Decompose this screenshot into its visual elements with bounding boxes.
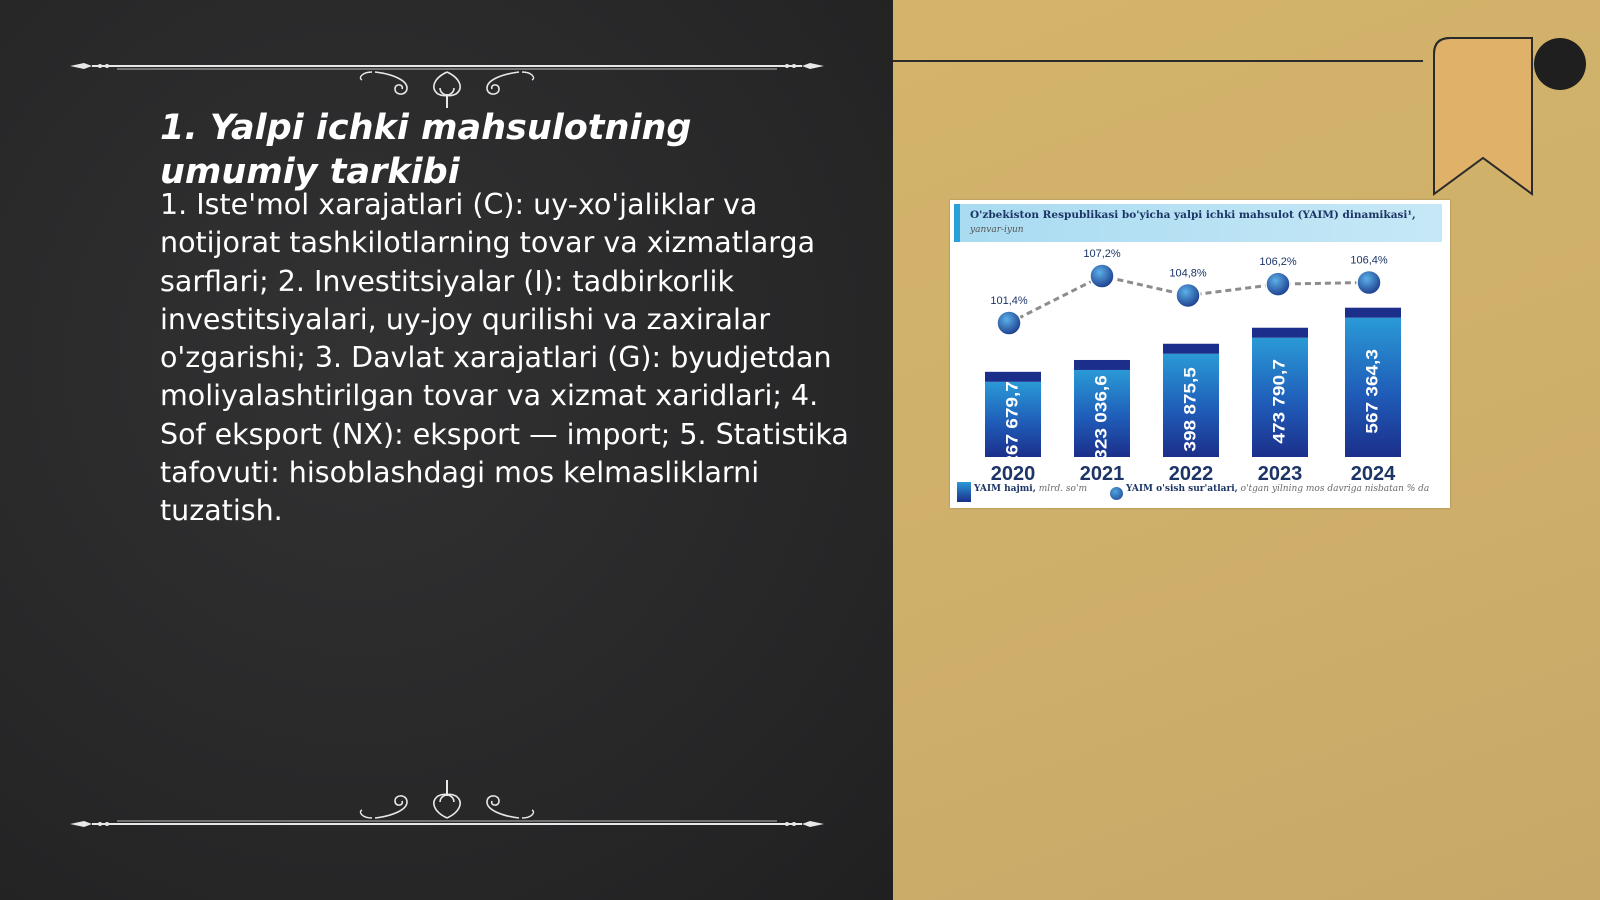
growth-point: [1357, 270, 1381, 294]
ornament-bottom-divider: [62, 772, 832, 832]
ornament-top-divider: [62, 50, 832, 110]
chart-title: O'zbekiston Respublikasi bo'yicha yalpi ichki mahsulot (YAIM) dinamikasi¹,: [970, 209, 1416, 221]
growth-value-label: 106,4%: [1350, 254, 1388, 267]
growth-value-label: 104,8%: [1169, 267, 1207, 280]
legend-gdp-swatch: [957, 482, 971, 502]
growth-point: [1176, 283, 1200, 307]
decorative-line: [893, 60, 1423, 62]
gdp-value-label: 267 679,7: [1002, 381, 1021, 466]
gdp-bar-cap: [1163, 344, 1219, 354]
bookmark-icon: [1432, 34, 1600, 204]
gdp-value-label: 567 364,3: [1362, 349, 1381, 434]
chart-subtitle: yanvar-iyun: [970, 225, 1024, 235]
gdp-value-label: 473 790,7: [1269, 359, 1288, 444]
gdp-bar-cap: [1074, 360, 1130, 370]
growth-point: [1090, 264, 1114, 288]
slide-title: 1. Yalpi ichki mahsulotning umumiy tarkibi: [160, 108, 692, 192]
legend-gdp-unit: mlrd. so'm: [1038, 484, 1087, 494]
legend-growth-name: YAIM o'sish sur'atlari,: [1126, 484, 1238, 494]
gdp-bar-cap: [1252, 328, 1308, 338]
year-label: 2022: [1168, 463, 1214, 485]
year-label: 2021: [1079, 463, 1125, 485]
growth-point: [1266, 272, 1290, 296]
gdp-value-label: 323 036,6: [1091, 375, 1110, 460]
legend-growth: [1126, 484, 1429, 494]
chart-card: [950, 200, 1450, 508]
growth-value-label: 107,2%: [1083, 248, 1121, 260]
growth-value-label: 106,2%: [1259, 256, 1297, 269]
chart-header: [954, 204, 1442, 242]
gdp-bar-cap: [985, 372, 1041, 382]
legend-growth-unit: o'tgan yilning mos davriga nisbatan % da: [1240, 484, 1430, 494]
growth-value-label: 101,4%: [990, 295, 1028, 307]
legend-growth-dot: [1110, 487, 1123, 500]
growth-point: [997, 311, 1021, 335]
year-label: 2020: [990, 463, 1036, 485]
legend-gdp: [974, 484, 1087, 494]
gdp-bar-cap: [1345, 308, 1401, 318]
gdp-value-label: 398 875,5: [1180, 367, 1199, 452]
year-label: 2024: [1350, 463, 1396, 485]
legend-gdp-name: YAIM hajmi,: [974, 484, 1036, 494]
slide-body-text: 1. Iste'mol xarajatlari (C): uy-xo'jaliklar va notijorat tashkilotlarning tovar va xizmatlarga sarflari; 2. Investitsiyalar (I): tadbirkorlik investitsiyalari, uy-joy qurilishi va zaxiralar o'zgarishi; 3. Davlat xarajatlari (G): byudjetdan moliyalashtirilgan tovar va xizmat xaridlari; 4. Sof eksport (NX): eksport — import; 5. Statistika tafovuti: hisoblashdagi mos kelmasliklarni tuzatish.: [160, 188, 849, 528]
gdp-chart: [950, 244, 1450, 508]
year-label: 2023: [1257, 463, 1303, 485]
